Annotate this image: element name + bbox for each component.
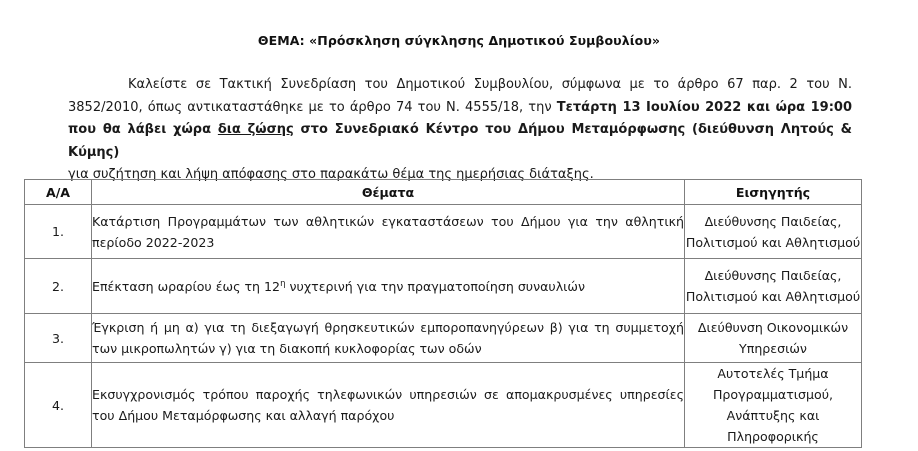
row-presenter: Αυτοτελές Τμήμα Προγραμματισμού, Ανάπτυξης και Πληροφορικής — [685, 363, 862, 448]
column-header-presenter: Εισηγητής — [685, 180, 862, 205]
row-presenter: Διεύθυνση Οικονομικών Υπηρεσιών — [685, 314, 862, 363]
row-subject: Έγκριση ή μη α) για τη διεξαγωγή θρησκευτικών εμποροπανηγύρεων β) για τη συμμετοχή των μικροπωλητών γ) για τη διακοπή κυκλοφορίας των οδών — [92, 314, 685, 363]
intro-bold-place: στο Συνεδριακό Κέντρο του Δήμου Μεταμόρφωσης (διεύθυνση Λητούς & Κύμης) — [68, 122, 852, 160]
intro-text-last: για συζήτηση και λήψη απόφασης στο παρακάτω θέμα της ημερήσιας διάταξης. — [68, 167, 594, 182]
row-presenter: Διεύθυνσης Παιδείας, Πολιτισμού και Αθλητισμού — [685, 259, 862, 314]
row-presenter: Διεύθυνσης Παιδείας, Πολιτισμού και Αθλητισμού — [685, 205, 862, 259]
row-number: 2. — [25, 259, 92, 314]
intro-underlined-bold: δια ζώσης — [217, 122, 294, 137]
row-subject-post: νυχτερινή για την πραγματοποίηση συναυλιών — [285, 278, 586, 294]
table-header-row — [25, 180, 862, 205]
document-title: ΘΕΜΑ: «Πρόσκληση σύγκλησης Δημοτικού Συμβουλίου» — [257, 33, 661, 48]
intro-bold-date: Τετάρτη 13 Ιουλίου 2022 και ώρα 19:00 που θα λάβει χώρα — [68, 99, 852, 137]
table-row — [25, 205, 862, 259]
row-number: 4. — [25, 363, 92, 448]
intro-text-part1: Καλείστε σε Τακτική Συνεδρίαση του Δημοτικού Συμβουλίου, σύμφωνα με το άρθρο 67 παρ. 2 του Ν. 3852/2010, όπως αντικαταστάθηκε με το άρθρο 74 του Ν. 4555/18, την — [68, 77, 852, 115]
row-number: 3. — [25, 314, 92, 363]
intro-paragraph — [68, 74, 852, 187]
row-number: 1. — [25, 205, 92, 259]
agenda-table — [24, 179, 862, 448]
column-header-aa: Α/Α — [25, 180, 92, 205]
table-row — [25, 363, 862, 448]
row-subject-pre: Επέκταση ωραρίου έως τη 12 — [92, 278, 281, 294]
table-row — [25, 314, 862, 363]
row-subject: Εκσυγχρονισμός τρόπου παροχής τηλεφωνικών υπηρεσιών σε απομακρυσμένες υπηρεσίες του Δήμου Μεταμόρφωσης και αλλαγή παρόχου — [92, 363, 685, 448]
row-subject-superscript: η — [280, 278, 286, 289]
column-header-subject: Θέματα — [92, 180, 685, 205]
table-row — [25, 259, 862, 314]
row-subject — [92, 259, 685, 314]
row-subject: Κατάρτιση Προγραμμάτων των αθλητικών εγκαταστάσεων του Δήμου για την αθλητική περίοδο 2022-2023 — [92, 205, 685, 259]
